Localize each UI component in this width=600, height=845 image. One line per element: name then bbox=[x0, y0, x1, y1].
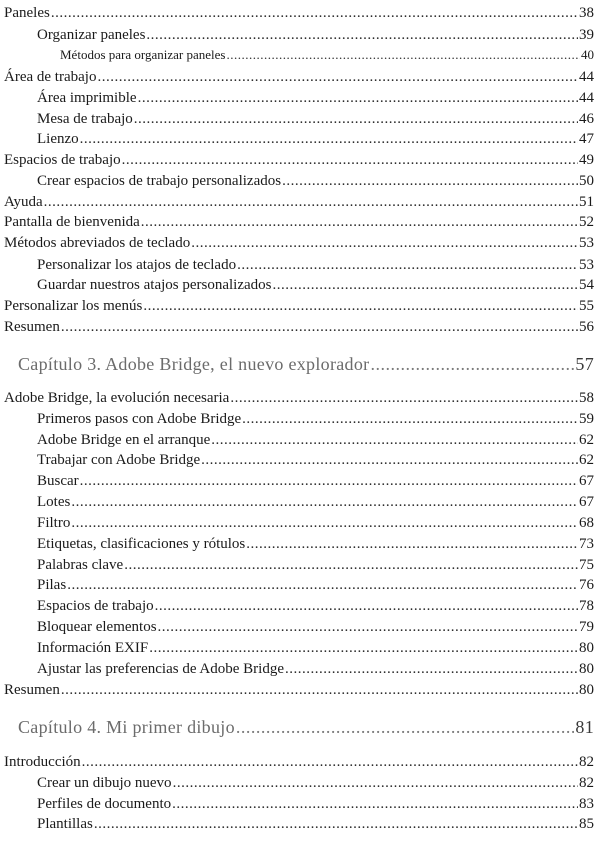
toc-page-number: 68 bbox=[579, 515, 594, 531]
toc-page-number: 62 bbox=[579, 432, 594, 448]
toc-dot-leader bbox=[237, 258, 578, 273]
toc-dot-leader bbox=[67, 578, 578, 593]
toc-entry bbox=[60, 48, 594, 61]
toc-page-number: 79 bbox=[579, 619, 594, 635]
toc-dot-leader bbox=[155, 599, 578, 614]
toc-page-number: 55 bbox=[579, 298, 594, 314]
toc-page-number: 51 bbox=[579, 194, 594, 210]
toc-entry-title: Introducción bbox=[4, 754, 81, 770]
toc-entry bbox=[37, 558, 594, 573]
toc-entry-title: Crear espacios de trabajo personalizados bbox=[37, 173, 282, 189]
toc-entry bbox=[37, 599, 594, 614]
toc-entry-title: Organizar paneles bbox=[37, 27, 146, 43]
toc-dot-leader bbox=[242, 412, 578, 427]
toc-page-number: 53 bbox=[579, 235, 594, 251]
toc-entry bbox=[4, 6, 594, 21]
toc-entry-title: Personalizar los menús bbox=[4, 298, 143, 314]
toc-page-number: 57 bbox=[575, 354, 594, 374]
toc-entry bbox=[4, 391, 594, 406]
toc-entry-title: Información EXIF bbox=[37, 640, 149, 656]
toc-dot-leader bbox=[246, 537, 578, 552]
toc-dot-leader bbox=[370, 355, 574, 373]
toc-entry-title: Lotes bbox=[37, 494, 71, 510]
toc-entry-title: Resumen bbox=[4, 319, 60, 335]
toc-dot-leader bbox=[201, 453, 578, 468]
toc-entry bbox=[37, 453, 594, 468]
toc-entry bbox=[37, 495, 594, 510]
toc-dot-leader bbox=[273, 278, 578, 293]
toc-dot-leader bbox=[94, 817, 578, 832]
toc-page-number: 75 bbox=[579, 557, 594, 573]
toc-dot-leader bbox=[61, 320, 578, 335]
toc-entry-title: Guardar nuestros atajos personalizados bbox=[37, 277, 272, 293]
toc-entry-title: Métodos abreviados de teclado bbox=[4, 235, 191, 251]
toc-page-number: 54 bbox=[579, 277, 594, 293]
toc-entry-title: Etiquetas, clasificaciones y rótulos bbox=[37, 536, 246, 552]
toc-page-number: 83 bbox=[579, 796, 594, 812]
toc-page-number: 39 bbox=[579, 27, 594, 43]
toc-page-number: 49 bbox=[579, 152, 594, 168]
toc-dot-leader bbox=[226, 48, 580, 61]
toc-entry-title: Adobe Bridge en el arranque bbox=[37, 432, 211, 448]
toc-entry-title: Área de trabajo bbox=[4, 69, 97, 85]
toc-dot-leader bbox=[158, 620, 578, 635]
toc-entry-title: Pantalla de bienvenida bbox=[4, 214, 140, 230]
toc-page-number: 67 bbox=[579, 473, 594, 489]
toc-page-number: 50 bbox=[579, 173, 594, 189]
toc-entry bbox=[4, 70, 594, 85]
toc-entry-title: Pilas bbox=[37, 577, 67, 593]
toc-dot-leader bbox=[149, 641, 578, 656]
toc-entry bbox=[37, 174, 594, 189]
toc-entry-title: Resumen bbox=[4, 682, 60, 698]
toc-page-number: 85 bbox=[579, 816, 594, 832]
toc-page-number: 52 bbox=[579, 214, 594, 230]
toc-dot-leader bbox=[285, 662, 578, 677]
toc-page-number: 76 bbox=[579, 577, 594, 593]
toc-entry bbox=[37, 412, 594, 427]
toc-entry-title: Filtro bbox=[37, 515, 71, 531]
toc-entry bbox=[4, 215, 594, 230]
toc-entry bbox=[37, 662, 594, 677]
toc-entry bbox=[4, 755, 594, 770]
toc-entry-title: Mesa de trabajo bbox=[37, 111, 133, 127]
toc-chapter-heading bbox=[18, 718, 594, 736]
toc-page-number: 38 bbox=[579, 5, 594, 21]
toc-entry bbox=[37, 641, 594, 656]
toc-dot-leader bbox=[146, 28, 578, 43]
toc-page-number: 80 bbox=[579, 640, 594, 656]
toc-entry-title: Capítulo 4. Mi primer dibujo bbox=[18, 717, 235, 737]
toc-dot-leader bbox=[282, 174, 578, 189]
toc-entry-title: Palabras clave bbox=[37, 557, 124, 573]
toc-page-number: 67 bbox=[579, 494, 594, 510]
toc-dot-leader bbox=[236, 718, 575, 736]
toc-dot-leader bbox=[122, 153, 578, 168]
toc-page-number: 44 bbox=[579, 90, 594, 106]
toc-entry bbox=[37, 91, 594, 106]
toc-dot-leader bbox=[97, 70, 578, 85]
toc-entry bbox=[37, 28, 594, 43]
toc-dot-leader bbox=[124, 558, 578, 573]
toc-page-number: 44 bbox=[579, 69, 594, 85]
toc-dot-leader bbox=[61, 683, 578, 698]
toc-entry-title: Crear un dibujo nuevo bbox=[37, 775, 172, 791]
toc-dot-leader bbox=[80, 474, 578, 489]
toc-entry bbox=[37, 474, 594, 489]
toc-entry-title: Ajustar las preferencias de Adobe Bridge bbox=[37, 661, 284, 677]
toc-dot-leader bbox=[82, 755, 578, 770]
toc-page-number: 59 bbox=[579, 411, 594, 427]
toc-entry-title: Métodos para organizar paneles bbox=[60, 47, 226, 62]
toc-entry-title: Área imprimible bbox=[37, 90, 137, 106]
toc-entry bbox=[37, 258, 594, 273]
toc-entry bbox=[37, 132, 594, 147]
toc-dot-leader bbox=[172, 797, 578, 812]
toc-page-number: 80 bbox=[579, 661, 594, 677]
toc-dot-leader bbox=[51, 6, 578, 21]
toc-page-number: 58 bbox=[579, 390, 594, 406]
toc-dot-leader bbox=[141, 215, 578, 230]
toc-page-number: 82 bbox=[579, 754, 594, 770]
toc-entry bbox=[37, 817, 594, 832]
toc-entry-title: Capítulo 3. Adobe Bridge, el nuevo explorador bbox=[18, 354, 370, 374]
toc-entry bbox=[37, 776, 594, 791]
toc-dot-leader bbox=[173, 776, 578, 791]
toc-page-number: 47 bbox=[579, 131, 594, 147]
toc-entry-title: Personalizar los atajos de teclado bbox=[37, 257, 237, 273]
toc-entry bbox=[37, 112, 594, 127]
toc-entry bbox=[4, 320, 594, 335]
toc-page-number: 40 bbox=[581, 47, 594, 62]
toc-page-number: 73 bbox=[579, 536, 594, 552]
toc-entry-title: Primeros pasos con Adobe Bridge bbox=[37, 411, 242, 427]
toc-page-number: 81 bbox=[575, 717, 594, 737]
toc-entry bbox=[37, 516, 594, 531]
toc-entry-title: Lienzo bbox=[37, 131, 79, 147]
toc-page-number: 53 bbox=[579, 257, 594, 273]
toc-dot-leader bbox=[143, 299, 578, 314]
toc-entry bbox=[37, 433, 594, 448]
toc-entry-title: Trabajar con Adobe Bridge bbox=[37, 452, 201, 468]
toc-entry-title: Bloquear elementos bbox=[37, 619, 157, 635]
toc-entry-title: Adobe Bridge, la evolución necesaria bbox=[4, 390, 230, 406]
toc-entry bbox=[4, 153, 594, 168]
toc-entry-title: Espacios de trabajo bbox=[4, 152, 121, 168]
toc-entry bbox=[37, 620, 594, 635]
toc-dot-leader bbox=[71, 516, 578, 531]
toc-dot-leader bbox=[230, 391, 578, 406]
toc-entry-title: Perfiles de documento bbox=[37, 796, 172, 812]
toc-dot-leader bbox=[71, 495, 578, 510]
toc-entry bbox=[4, 299, 594, 314]
toc-entry bbox=[4, 683, 594, 698]
toc-page-number: 46 bbox=[579, 111, 594, 127]
toc-page-number: 78 bbox=[579, 598, 594, 614]
toc-dot-leader bbox=[44, 195, 578, 210]
toc-entry-title: Buscar bbox=[37, 473, 79, 489]
toc-entry bbox=[37, 537, 594, 552]
toc-entry bbox=[4, 195, 594, 210]
toc-entry bbox=[37, 278, 594, 293]
toc-entry bbox=[37, 578, 594, 593]
toc-entry bbox=[4, 236, 594, 251]
toc-dot-leader bbox=[211, 433, 578, 448]
toc-entry-title: Ayuda bbox=[4, 194, 43, 210]
toc-page-number: 56 bbox=[579, 319, 594, 335]
toc-dot-leader bbox=[191, 236, 578, 251]
toc-chapter-heading bbox=[18, 355, 594, 373]
toc-page-number: 80 bbox=[579, 682, 594, 698]
toc-dot-leader bbox=[138, 91, 578, 106]
toc-page-number: 82 bbox=[579, 775, 594, 791]
toc-dot-leader bbox=[134, 112, 578, 127]
toc-entry bbox=[37, 797, 594, 812]
toc-dot-leader bbox=[80, 132, 578, 147]
toc-entry-title: Espacios de trabajo bbox=[37, 598, 154, 614]
toc-entry-title: Plantillas bbox=[37, 816, 93, 832]
toc-page-number: 62 bbox=[579, 452, 594, 468]
toc-entry-title: Paneles bbox=[4, 5, 50, 21]
